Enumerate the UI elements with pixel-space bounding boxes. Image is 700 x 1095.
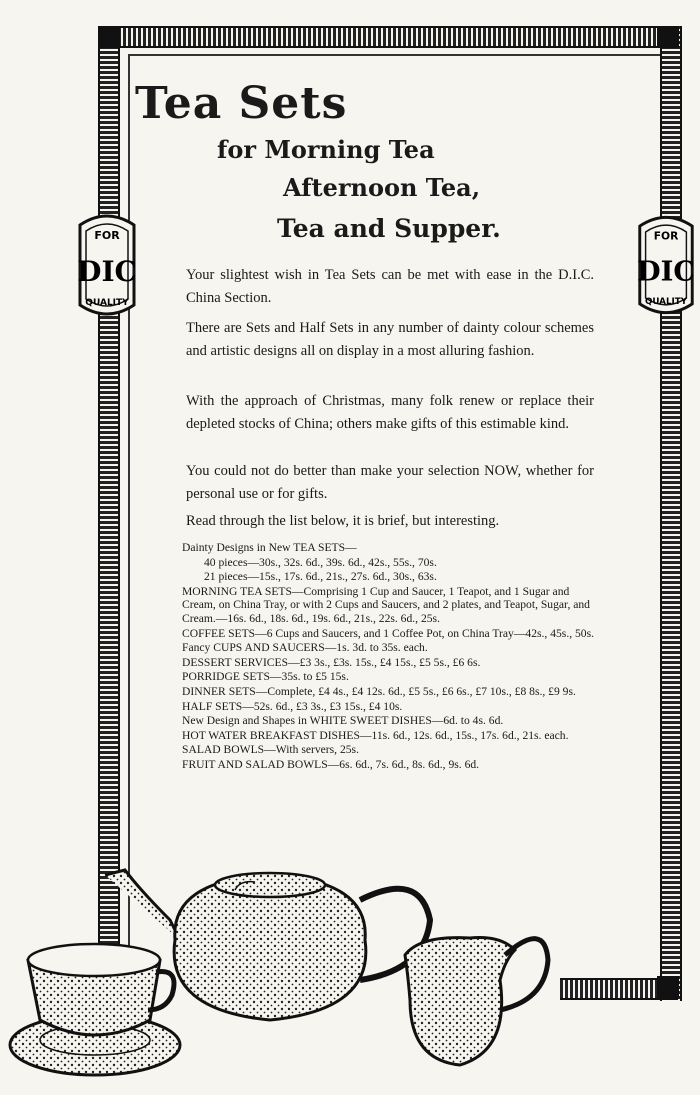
inner-rule-top (128, 54, 660, 56)
paragraph-selection-now: You could not do better than make your selection NOW, whether for personal use or for gifts. (186, 463, 594, 502)
list-item: Fancy CUPS AND SAUCERS—1s. 3d. to 35s. each. (182, 641, 428, 655)
list-item: HALF SETS—52s. 6d., £3 3s., £3 15s., £4 10s. (182, 699, 403, 713)
list-item: 21 pieces—15s., 17s. 6d., 21s., 27s. 6d., 30s., 63s. (204, 570, 437, 584)
dic-quality-badge-left (72, 205, 142, 325)
corner-ornament-top-left (98, 26, 120, 48)
paragraph-sets-display: There are Sets and Half Sets in any number of dainty colour schemes and artistic designs all on display in a most alluring fashion. (186, 320, 594, 359)
list-item: HOT WATER BREAKFAST DISHES—11s. 6d., 12s. 6d., 15s., 17s. 6d., 21s. each. (182, 728, 569, 742)
price-list (182, 541, 600, 773)
corner-ornament-bottom-right (657, 976, 679, 998)
corner-ornament-top-right (657, 26, 679, 48)
svg-text:QUALITY: QUALITY (644, 296, 688, 307)
list-item: FRUIT AND SALAD BOWLS—6s. 6d., 7s. 6d., 8s. 6d., 9s. 6d. (182, 757, 480, 771)
list-item: MORNING TEA SETS—Comprising 1 Cup and Saucer, 1 Teapot, and 1 Sugar and Cream, on China Tray, or with 2 Cups and Saucers, and 2 plates, and Teapot, Sugar, and Cream.—16s. 6d., 18s. 6d., 19s. 6d., 21s., 22s. 6d., 25s. (182, 584, 590, 625)
inner-rule-left (128, 54, 130, 954)
subheading-morning-tea: for Morning Tea (217, 135, 435, 164)
border-top (98, 26, 680, 48)
subheading-afternoon-tea: Afternoon Tea, (283, 173, 481, 202)
paragraph-intro: Your slightest wish in Tea Sets can be met with ease in the D.I.C. China Section. (186, 267, 594, 306)
tea-set-illustration (0, 860, 560, 1095)
svg-text:FOR: FOR (653, 229, 679, 243)
dic-quality-badge-right (632, 205, 700, 325)
svg-text:DIC: DIC (637, 255, 695, 288)
list-item: COFFEE SETS—6 Cups and Saucers, and 1 Coffee Pot, on China Tray—42s., 45s., 50s. (182, 626, 595, 640)
svg-text:QUALITY: QUALITY (85, 298, 129, 308)
headline-tea-sets: Tea Sets (135, 78, 348, 129)
list-item: 40 pieces—30s., 32s. 6d., 39s. 6d., 42s., 55s., 70s. (204, 555, 437, 569)
list-item: Dainty Designs in New TEA SETS— (182, 541, 357, 554)
border-right (660, 26, 682, 1001)
list-item: New Design and Shapes in WHITE SWEET DISHES—6d. to 4s. 6d. (182, 714, 504, 728)
paragraph-read-list: Read through the list below, it is brief, but interesting. (186, 513, 500, 529)
list-item: SALAD BOWLS—With servers, 25s. (182, 743, 359, 757)
list-item: DESSERT SERVICES—£3 3s., £3s. 15s., £4 15s., £5 5s., £6 6s. (182, 655, 481, 669)
list-item: DINNER SETS—Complete, £4 4s., £4 12s. 6d., £5 5s., £6 6s., £7 10s., £8 8s., £9 9s. (182, 684, 576, 698)
cream-jug-icon (405, 938, 548, 1066)
border-left (98, 26, 120, 966)
svg-text:FOR: FOR (94, 229, 120, 242)
subheading-tea-and-supper: Tea and Supper. (277, 214, 501, 243)
svg-text:DIC: DIC (77, 255, 137, 288)
list-item: PORRIDGE SETS—35s. to £5 15s. (182, 670, 349, 684)
paragraph-christmas: With the approach of Christmas, many folk renew or replace their depleted stocks of China; others make gifts of this estimable kind. (186, 393, 594, 432)
